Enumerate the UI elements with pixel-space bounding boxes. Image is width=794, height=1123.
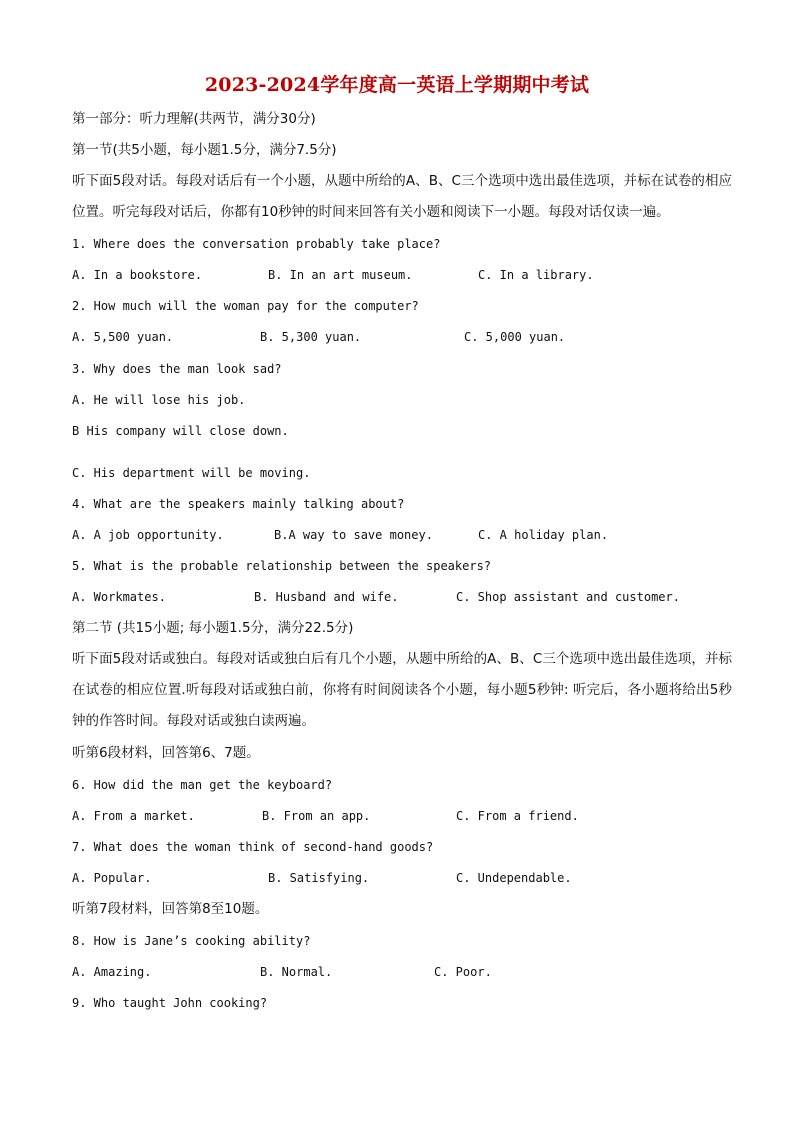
question-5: 5. What is the probable relationship between the speakers? — [72, 559, 492, 573]
q2-option-c: C. 5,000 yuan. — [464, 330, 566, 344]
question-1: 1. Where does the conversation probably take place? — [72, 237, 441, 251]
question-3: 3. Why does the man look sad? — [72, 362, 282, 376]
q5-option-c: C. Shop assistant and customer. — [456, 590, 680, 604]
exam-title: 2023-2024学年度高一英语上学期期中考试 — [204, 74, 590, 96]
q6-option-a: A. From a market. — [72, 809, 195, 823]
question-2: 2. How much will the woman pay for the computer? — [72, 299, 419, 313]
q4-option-a: A. A job opportunity. — [72, 528, 224, 542]
section2-heading: 第二节 (共15小题; 每小题1.5分，满分22.5分) — [72, 620, 354, 636]
q1-option-c: C. In a library. — [478, 268, 594, 282]
q8-option-b: B. Normal. — [260, 965, 333, 979]
q4-option-c: C. A holiday plan. — [478, 528, 609, 542]
section1-heading: 第一节(共5小题，每小题1.5分，满分7.5分) — [72, 142, 337, 158]
part1-heading: 第一部分：听力理解(共两节，满分30分) — [72, 111, 316, 127]
q6-option-b: B. From an app. — [262, 809, 371, 823]
question-4: 4. What are the speakers mainly talking about? — [72, 497, 405, 511]
question-8: 8. How is Jane’s cooking ability? — [72, 934, 311, 948]
section1-instructions: 听下面5段对话。每段对话后有一个小题，从题中所给的A、B、C三个选项中选出最佳选项，并标在试卷的相应位置。听完每段对话后，你都有10秒钟的时间来回答有关小题和阅读下一小题。每段对话仅读一遍。 — [72, 173, 732, 220]
q8-option-a: A. Amazing. — [72, 965, 152, 979]
q1-option-a: A. In a bookstore. — [72, 268, 203, 282]
q7-option-a: A. Popular. — [72, 871, 152, 885]
material-7-heading: 听第7段材料，回答第8至10题。 — [72, 901, 269, 917]
q7-option-b: B. Satisfying. — [268, 871, 370, 885]
question-7: 7. What does the woman think of second-hand goods? — [72, 840, 434, 854]
q3-option-c: C. His department will be moving. — [72, 466, 311, 480]
q6-option-c: C. From a friend. — [456, 809, 579, 823]
section2-instructions: 听下面5段对话或独白。每段对话或独白后有几个小题，从题中所给的A、B、C三个选项中选出最佳选项，并标在试卷的相应位置.听每段对话或独白前，你将有时间阅读各个小题，每小题5秒钟: 听完后，各小题将给出5秒钟的作答时间。每段对话或独白读两遍。 — [72, 651, 732, 729]
question-6: 6. How did the man get the keyboard? — [72, 778, 333, 792]
q8-option-c: C. Poor. — [434, 965, 492, 979]
q3-option-a: A. He will lose his job. — [72, 393, 246, 407]
q4-option-b: B.A way to save money. — [274, 528, 433, 542]
question-9: 9. Who taught John cooking? — [72, 996, 268, 1010]
q1-option-b: B. In an art museum. — [268, 268, 413, 282]
q5-option-a: A. Workmates. — [72, 590, 166, 604]
material-6-heading: 听第6段材料，回答第6、7题。 — [72, 745, 260, 761]
q5-option-b: B. Husband and wife. — [254, 590, 399, 604]
q7-option-c: C. Undependable. — [456, 871, 572, 885]
q3-option-b: B His company will close down. — [72, 424, 289, 438]
q2-option-b: B. 5,300 yuan. — [260, 330, 362, 344]
q2-option-a: A. 5,500 yuan. — [72, 330, 174, 344]
